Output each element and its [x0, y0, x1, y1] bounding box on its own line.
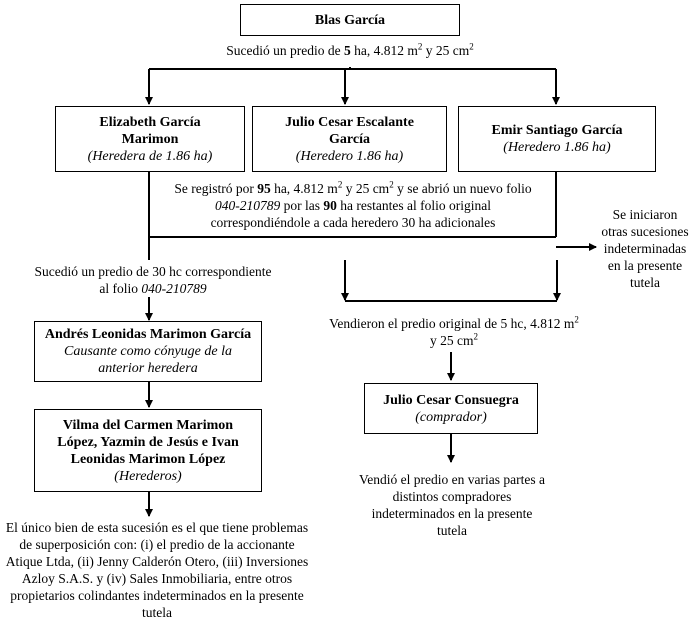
heir-box-emir [458, 106, 656, 172]
heirs-group-line: López, Yazmin de Jesús e Ivan [57, 434, 239, 450]
root-person-name: Blas García [314, 12, 386, 28]
heir-name: Elizabeth García Marimon [99, 114, 201, 147]
heir-role: (Heredero 1.86 ha) [295, 148, 404, 164]
heirs-group-line: Leonidas Marimon López [70, 451, 226, 467]
heirs-group-role: (Herederos) [114, 468, 182, 484]
heir-role: (Heredera de 1.86 ha) [87, 148, 213, 164]
sale-text: Vendieron el predio original de 5 hc, 4.812 $m^2$ y 25 $cm^2$ [329, 314, 579, 348]
root-inheritance-text: Sucedió un predio de 5 ha, 4.812 $m^2$ y 25 $cm^2$ [226, 41, 474, 58]
andres-role: Causante como cónyuge de la [64, 344, 232, 359]
andres-box [34, 321, 262, 382]
heir-box-julio [252, 106, 447, 172]
heir-name: Emir Santiago García [491, 123, 623, 138]
heirs-group-line: Vilma del Carmen Marimon [62, 417, 234, 433]
inheritance-30hc-text: Sucedió un predio de 30 hc correspondiente al folio 040-210789 [34, 264, 272, 296]
registration-text: Se registró por 95 ha, 4.812 $m^2$ y 25 $cm^2$ y se abrió un nuevo folio 040-210789 por las 90 ha restantes al folio original correspondiéndole a cada heredero 30 ha adicionales [174, 179, 532, 230]
sole-asset-text: El único bien de esta sucesión es el que tiene problemas de superposición con: (i) el predio de la accionante Atique Ltda, (ii) Jenny Calderón Otero, (iii) Inversiones Azloy S.A.S. y (iv) Sales Inmobiliaria, entre otros propietarios colindantes indeterminados en la presente tutela [5, 520, 309, 620]
heir-role: (Heredero 1.86 ha) [503, 140, 611, 155]
other-successions-text: Se iniciaron otras sucesiones indeterminadas en la presente tutela [601, 207, 689, 290]
resale-text: Vendió el predio en varias partes a distintos compradores indeterminados en la presente tutela [359, 472, 545, 538]
andres-role: anterior heredera [98, 361, 198, 376]
buyer-box [364, 383, 538, 434]
heir-box-elizabeth [55, 106, 245, 172]
root-person-box [240, 4, 460, 36]
buyer-role: (comprador) [415, 409, 487, 425]
heirs-group-box [34, 409, 262, 492]
buyer-name: Julio Cesar Consuegra [383, 392, 519, 408]
andres-name: Andrés Leonidas Marimon García [44, 327, 252, 342]
heir-name: Julio Cesar Escalante García [285, 114, 414, 147]
